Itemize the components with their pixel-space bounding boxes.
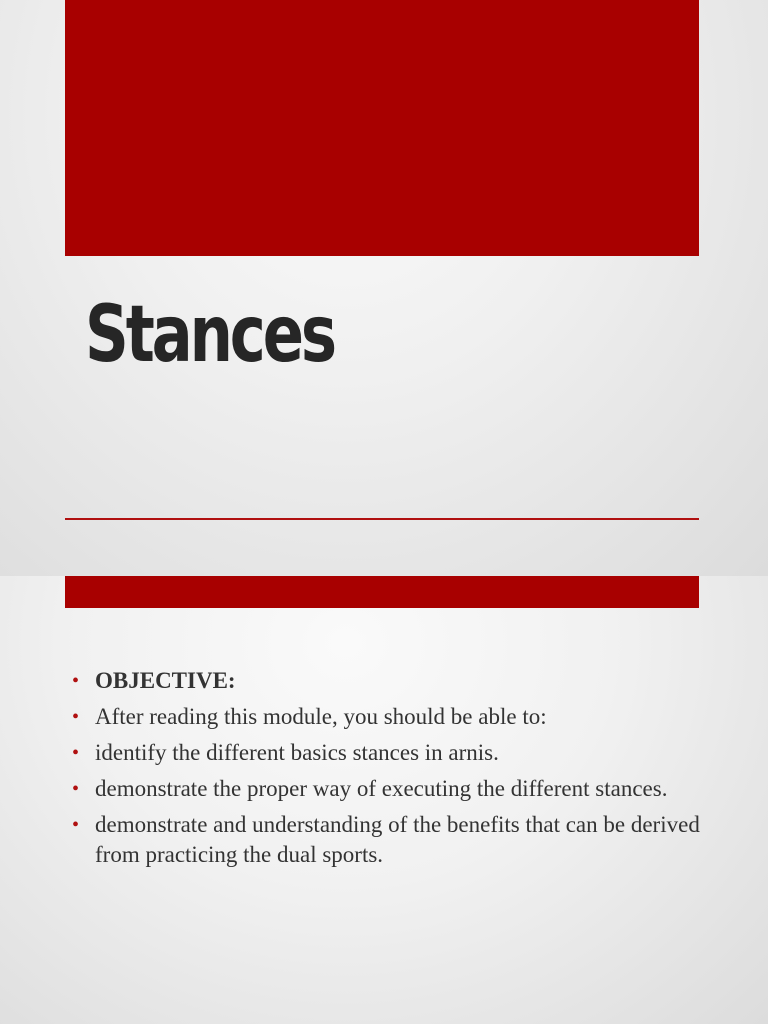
bullet-icon: • xyxy=(72,670,80,692)
list-item xyxy=(72,810,712,870)
list-item-text: identify the different basics stances in arnis. xyxy=(95,740,499,765)
list-item xyxy=(72,666,712,696)
list-item-text: OBJECTIVE: xyxy=(95,668,236,693)
red-header-block xyxy=(65,0,699,256)
bullet-icon: • xyxy=(72,742,80,764)
bullet-icon: • xyxy=(72,814,80,836)
bullet-icon: • xyxy=(72,778,80,800)
objectives-slide xyxy=(0,576,768,1024)
divider-line xyxy=(65,518,699,520)
list-item-text: demonstrate the proper way of executing the different stances. xyxy=(95,776,668,801)
list-item xyxy=(72,702,712,732)
bullet-icon: • xyxy=(72,706,80,728)
list-item-text: demonstrate and understanding of the benefits that can be derived from practicing the dual sports. xyxy=(95,812,700,867)
red-header-bar xyxy=(65,576,699,608)
list-item xyxy=(72,774,712,804)
list-item xyxy=(72,738,712,768)
objectives-list xyxy=(72,666,712,876)
slide-title: Stances xyxy=(85,290,334,380)
list-item-text: After reading this module, you should be able to: xyxy=(95,704,547,729)
